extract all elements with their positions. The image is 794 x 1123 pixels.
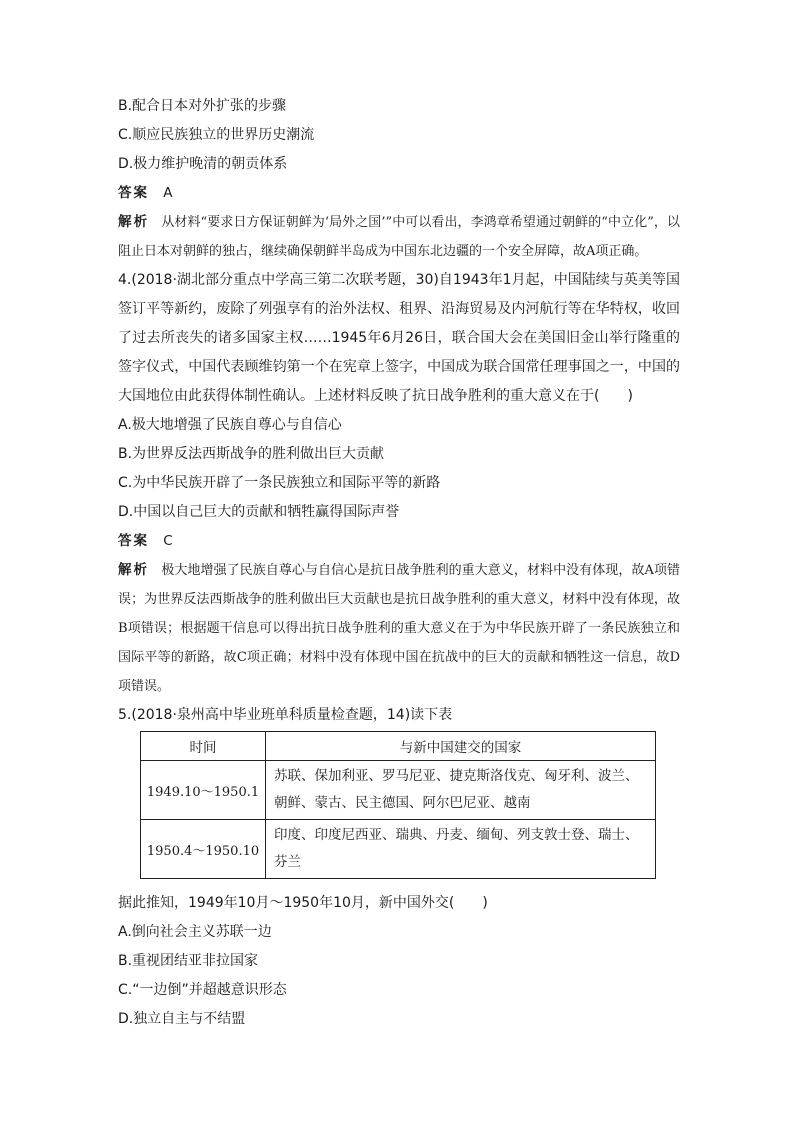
q5-option-b: B.重视团结亚非拉国家 <box>118 953 259 969</box>
q3-option-d: D.极力维护晚清的朝贡体系 <box>118 156 288 172</box>
q4-answer <box>118 527 680 556</box>
q3-option-c: C.顺应民族独立的世界历史潮流 <box>118 127 315 143</box>
q5-option-c: C.“一边倒”并超越意识形态 <box>118 982 287 998</box>
document-page <box>118 92 680 1034</box>
table-cell-countries: 苏联、保加利亚、罗马尼亚、捷克斯洛伐克、匈牙利、波兰、朝鲜、蒙古、民主德国、阿尔巴尼亚、越南 <box>266 761 656 820</box>
q5-stem: 5.(2018·泉州高中毕业班单科质量检查题，14)读下表 <box>118 707 453 723</box>
q5-option-d: D.独立自主与不结盟 <box>118 1011 246 1027</box>
q4-option-c: C.为中华民族开辟了一条民族独立和国际平等的新路 <box>118 475 441 491</box>
q5-question: 据此推知，1949年10月～1950年10月，新中国外交( ) <box>118 895 488 911</box>
q3-explanation <box>118 208 680 266</box>
explanation-label: 解析 <box>118 562 150 578</box>
answer-label: 答案 <box>118 533 149 549</box>
answer-value: C <box>163 533 173 549</box>
q3-answer <box>118 179 680 208</box>
q5-option-a: A.倒向社会主义苏联一边 <box>118 924 272 940</box>
table-header-time: 时间 <box>141 732 266 761</box>
table-header-countries: 与新中国建交的国家 <box>266 732 656 761</box>
q4-explanation <box>118 556 680 701</box>
explanation-label: 解析 <box>118 214 150 230</box>
table-row <box>141 761 656 820</box>
q4-option-d: D.中国以自己巨大的贡献和牺牲赢得国际声誉 <box>118 504 400 520</box>
q3-option-b: B.配合日本对外扩张的步骤 <box>118 98 287 114</box>
table-header-row <box>141 732 656 761</box>
answer-value: A <box>163 185 173 201</box>
explanation-text: 极大地增强了民族自尊心与自信心是抗日战争胜利的重大意义，材料中没有体现，故A项错误；为世界反法西斯战争的胜利做出巨大贡献也是抗日战争胜利的重大意义，材料中没有体现，故B项错误；根据题干信息可以得出抗日战争胜利的重大意义在于为中华民族开辟了一条民族独立和国际平等的新路，故C项正确；材料中没有体现中国在抗战中的巨大的贡献和牺牲这一信息，故D项错误。 <box>118 563 681 694</box>
diplomacy-table <box>140 731 656 879</box>
table-cell-countries: 印度、印度尼西亚、瑞典、丹麦、缅甸、列支敦士登、瑞士、芬兰 <box>266 820 656 879</box>
explanation-text: 从材料“要求日方保证朝鲜为‘局外之国’”中可以看出，李鸿章希望通过朝鲜的“中立化”，以阻止日本对朝鲜的独占，继续确保朝鲜半岛成为中国东北边疆的一个安全屏障，故A项正确。 <box>118 215 680 259</box>
q4-option-a: A.极大地增强了民族自尊心与自信心 <box>118 417 342 433</box>
table-cell-period: 1949.10～1950.1 <box>141 761 266 820</box>
q4-stem: 4.(2018·湖北部分重点中学高三第二次联考题，30)自1943年1月起，中国陆续与英美等国签订平等新约，废除了列强享有的治外法权、租界、沿海贸易及内河航行等在华特权，收回了过去所丧失的诸多国家主权……1945年6月26日，联合国大会在美国旧金山举行隆重的签字仪式，中国代表顾维钧第一个在宪章上签字，中国成为联合国常任理事国之一，中国的大国地位由此获得体制性确认。上述材料反映了抗日战争胜利的重大意义在于( ) <box>118 272 680 404</box>
table-row <box>141 820 656 879</box>
table-cell-period: 1950.4～1950.10 <box>141 820 266 879</box>
q4-option-b: B.为世界反法西斯战争的胜利做出巨大贡献 <box>118 446 385 462</box>
answer-label: 答案 <box>118 185 149 201</box>
